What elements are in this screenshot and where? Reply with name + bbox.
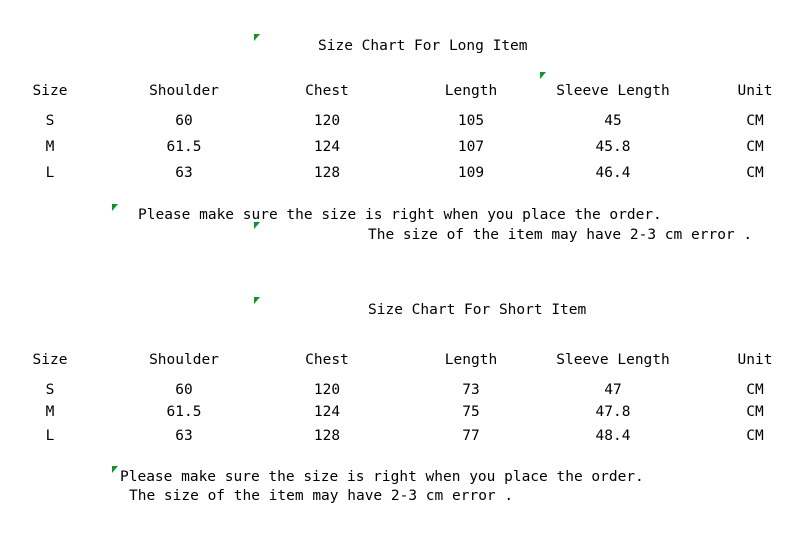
table-cell: 120 — [313, 113, 341, 129]
column-header: Unit — [737, 83, 773, 99]
table-cell: 124 — [313, 139, 341, 155]
table-cell: 75 — [462, 404, 480, 420]
table-cell: 128 — [313, 165, 341, 181]
table-cell: 45.8 — [595, 139, 631, 155]
table-cell: CM — [746, 113, 764, 129]
corner-marker — [112, 204, 118, 211]
table-cell: 61.5 — [166, 139, 202, 155]
short-item-note-error: The size of the item may have 2-3 cm error . — [129, 488, 514, 504]
table-cell: 105 — [457, 113, 485, 129]
column-header: Chest — [305, 83, 349, 99]
table-cell: 60 — [175, 382, 193, 398]
corner-marker — [254, 34, 260, 41]
column-header: Shoulder — [149, 352, 219, 368]
column-header: Sleeve Length — [556, 352, 670, 368]
table-cell: CM — [746, 165, 764, 181]
column-header: Shoulder — [149, 83, 219, 99]
table-cell: CM — [746, 428, 764, 444]
table-cell: M — [45, 139, 55, 155]
column-header: Length — [444, 83, 498, 99]
column-header: Size — [32, 352, 68, 368]
table-cell: 124 — [313, 404, 341, 420]
table-cell: 63 — [175, 428, 193, 444]
table-cell: S — [45, 382, 55, 398]
table-cell: 63 — [175, 165, 193, 181]
column-header: Unit — [737, 352, 773, 368]
column-header: Length — [444, 352, 498, 368]
table-cell: L — [45, 428, 55, 444]
table-cell: CM — [746, 404, 764, 420]
table-cell: S — [45, 113, 55, 129]
table-cell: 128 — [313, 428, 341, 444]
table-cell: 109 — [457, 165, 485, 181]
table-cell: 60 — [175, 113, 193, 129]
column-header: Size — [32, 83, 68, 99]
table-cell: 120 — [313, 382, 341, 398]
column-header: Chest — [305, 352, 349, 368]
column-header: Sleeve Length — [556, 83, 670, 99]
table-cell: L — [45, 165, 55, 181]
table-cell: M — [45, 404, 55, 420]
long-item-note-error: The size of the item may have 2-3 cm error . — [368, 227, 753, 243]
table-cell: 77 — [462, 428, 480, 444]
table-cell: CM — [746, 139, 764, 155]
table-cell: 107 — [457, 139, 485, 155]
long-item-title: Size Chart For Long Item — [318, 38, 528, 54]
corner-marker — [540, 72, 546, 79]
table-cell: 45 — [604, 113, 622, 129]
corner-marker — [254, 297, 260, 304]
short-item-note-size: Please make sure the size is right when you place the order. — [120, 469, 644, 485]
short-item-title: Size Chart For Short Item — [368, 302, 587, 318]
long-item-note-size: Please make sure the size is right when you place the order. — [138, 207, 662, 223]
table-cell: 61.5 — [166, 404, 202, 420]
table-cell: 46.4 — [595, 165, 631, 181]
table-cell: 48.4 — [595, 428, 631, 444]
table-cell: CM — [746, 382, 764, 398]
table-cell: 47 — [604, 382, 622, 398]
table-cell: 73 — [462, 382, 480, 398]
table-cell: 47.8 — [595, 404, 631, 420]
corner-marker — [112, 466, 118, 473]
